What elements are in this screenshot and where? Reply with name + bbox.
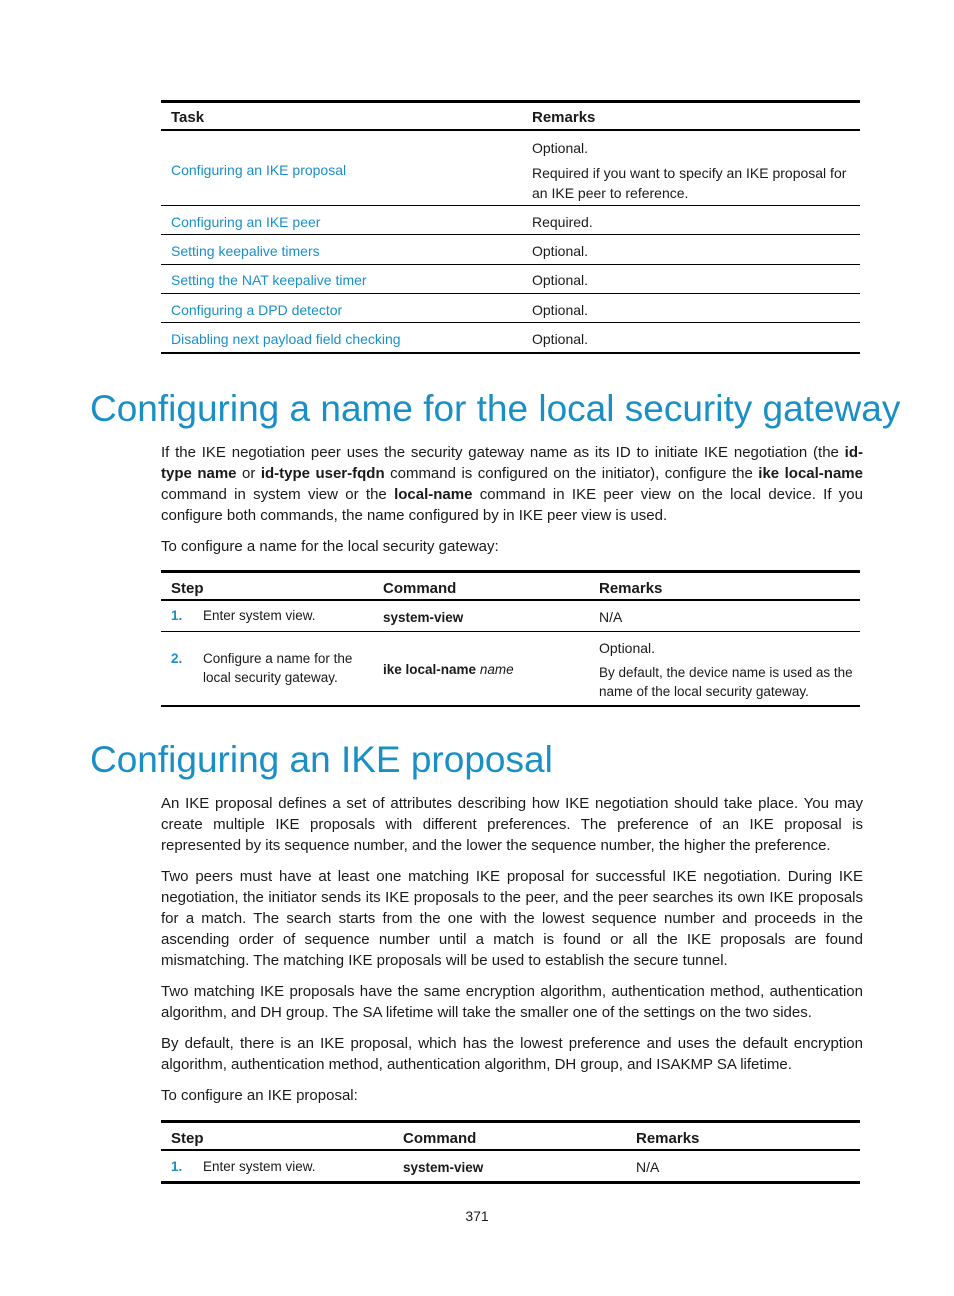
section1-lead-in: To configure a name for the local security gateway: — [161, 538, 499, 555]
remarks-text: Required if you want to specify an IKE proposal for an IKE peer to reference. — [532, 165, 847, 201]
section-title-local-gateway-name: Configuring a name for the local security gateway — [90, 388, 901, 429]
remarks-text: Optional. — [532, 272, 589, 288]
remarks-text: Optional. — [599, 640, 656, 656]
section2-paragraph: Two peers must have at least one matching IKE proposal for successful IKE negotiation. During IKE negotiation, the initiator sends its IKE proposals to the peer, and the peer searches its own IKE proposals for a match. The search starts from the one with the lowest sequence number and proceeds in the ascending order of sequence number until a match is found or all the IKE proposals are found mismatching. The matching IKE proposals will be used to establish the secure tunnel. — [161, 868, 863, 969]
remarks-text: Optional. — [532, 331, 589, 347]
command-header: Command — [383, 580, 457, 597]
remarks-text: N/A — [599, 609, 623, 625]
header-rule — [161, 599, 860, 601]
command-text: ike local-name — [383, 662, 477, 677]
command-text: system-view — [403, 1160, 484, 1175]
command-header: Command — [403, 1130, 477, 1147]
section2-paragraph: An IKE proposal defines a set of attributes describing how IKE negotiation should take place. You may create multiple IKE proposals with different preferences. The preference of an IKE proposal is represented by its sequence number, and the lower the sequence number, the higher the preference. — [161, 795, 863, 854]
remarks-header: Remarks — [636, 1130, 700, 1147]
table-top-rule — [161, 100, 860, 103]
step-number: 2. — [171, 651, 183, 666]
remarks-header: Remarks — [599, 580, 663, 597]
task-link-ike-proposal[interactable]: Configuring an IKE proposal — [171, 162, 347, 178]
remarks-text: Optional. — [532, 243, 589, 259]
remarks-text: Optional. — [532, 140, 589, 156]
row-divider — [161, 234, 860, 235]
remarks-text: N/A — [636, 1159, 660, 1175]
para-bold: id-type user-fqdn — [260, 465, 385, 482]
para-text: or — [236, 465, 261, 482]
page-number: 371 — [465, 1208, 489, 1224]
para-text: command is configured on the initiator), configure the — [384, 465, 759, 482]
task-link-nat-keepalive[interactable]: Setting the NAT keepalive timer — [171, 272, 367, 288]
command-argument: name — [479, 662, 514, 677]
task-link-keepalive-timers[interactable]: Setting keepalive timers — [171, 243, 320, 259]
task-link-ike-peer[interactable]: Configuring an IKE peer — [171, 214, 321, 230]
step-number: 1. — [171, 1159, 183, 1174]
remarks-text: By default, the device name is used as the name of the local security gateway. — [599, 665, 853, 699]
step-description: Enter system view. — [203, 1159, 316, 1174]
row-divider — [161, 322, 860, 323]
para-bold: id-type name — [161, 444, 863, 482]
para-text: command in system view or the — [161, 486, 395, 503]
step-description: Enter system view. — [203, 608, 316, 623]
para-bold: ike local-name — [758, 465, 863, 482]
table-bottom-rule — [161, 1181, 860, 1184]
task-header: Task — [171, 109, 205, 126]
section2-lead-in: To configure an IKE proposal: — [161, 1087, 358, 1104]
command-cell — [383, 660, 514, 679]
row-divider — [161, 205, 860, 206]
header-rule — [161, 129, 860, 131]
step-header: Step — [171, 1130, 204, 1147]
remarks-text: Required. — [532, 214, 593, 230]
table-top-rule — [161, 570, 860, 573]
section1-intro-paragraph — [161, 442, 863, 526]
para-text: If the IKE negotiation peer uses the security gateway name as its ID to initiate IKE negotiation (the — [161, 444, 845, 461]
step-number: 1. — [171, 608, 183, 623]
remarks-header: Remarks — [532, 109, 596, 126]
row-divider — [161, 264, 860, 265]
table-bottom-rule — [161, 705, 860, 707]
table-bottom-rule — [161, 352, 860, 354]
remarks-text: Optional. — [532, 302, 589, 318]
command-text: system-view — [383, 610, 464, 625]
table-top-rule — [161, 1120, 860, 1123]
section-title-ike-proposal: Configuring an IKE proposal — [90, 739, 553, 780]
task-link-next-payload[interactable]: Disabling next payload field checking — [171, 331, 401, 347]
step-header: Step — [171, 580, 204, 597]
task-link-dpd-detector[interactable]: Configuring a DPD detector — [171, 302, 343, 318]
step-description: Configure a name for the local security gateway. — [203, 651, 353, 685]
row-divider — [161, 631, 860, 632]
row-divider — [161, 293, 860, 294]
section2-paragraph: Two matching IKE proposals have the same encryption algorithm, authentication method, authentication algorithm, and DH group. The SA lifetime will take the smaller one of the settings on the two sides. — [161, 983, 863, 1021]
para-bold: local-name — [394, 486, 473, 503]
header-rule — [161, 1149, 860, 1151]
para-text: command in IKE peer view on the local device. If you configure both commands, the name configured by in IKE peer view is used. — [161, 486, 863, 524]
section2-paragraph: By default, there is an IKE proposal, which has the lowest preference and uses the default encryption algorithm, authentication method, authentication algorithm, DH group, and ISAKMP SA lifetime. — [161, 1035, 863, 1073]
